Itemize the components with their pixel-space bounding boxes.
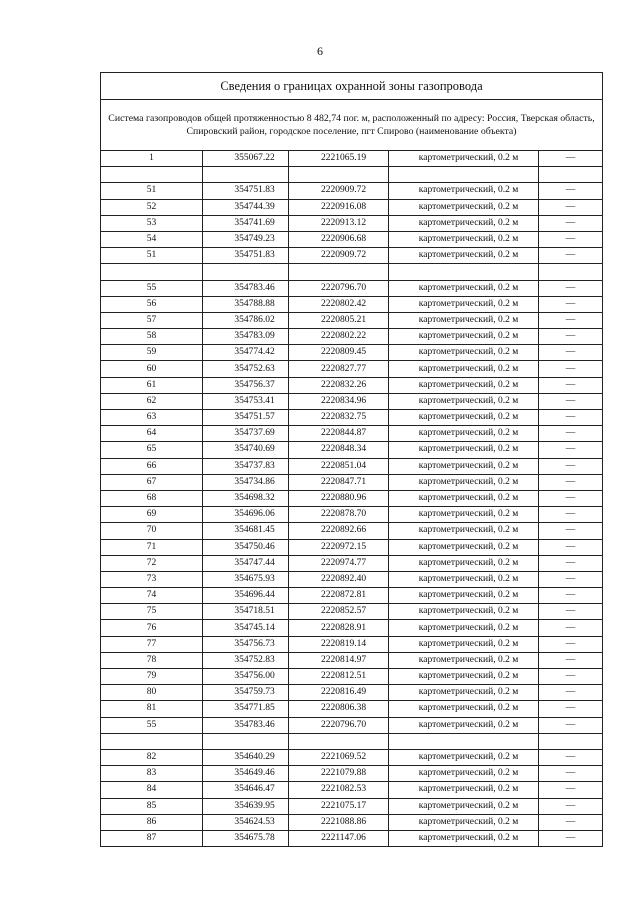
note-cell: —	[539, 183, 603, 199]
coordinate-y-cell: 2221065.19	[289, 151, 389, 167]
method-accuracy-cell: картометрический, 0.2 м	[389, 669, 539, 685]
method-accuracy-cell: картометрический, 0.2 м	[389, 312, 539, 328]
coordinate-y-cell: 2220806.38	[289, 701, 389, 717]
method-accuracy-cell: картометрический, 0.2 м	[389, 636, 539, 652]
table-row	[101, 345, 603, 361]
table-row	[101, 685, 603, 701]
method-accuracy-cell: картометрический, 0.2 м	[389, 782, 539, 798]
point-number-cell: 61	[101, 377, 203, 393]
note-cell: —	[539, 830, 603, 846]
table-row	[101, 458, 603, 474]
coordinate-x-cell: 354749.23	[203, 231, 289, 247]
coordinate-x-cell: 354774.42	[203, 345, 289, 361]
coordinate-x-cell: 354640.29	[203, 749, 289, 765]
point-number-cell: 70	[101, 523, 203, 539]
coordinate-y-cell	[289, 167, 389, 183]
method-accuracy-cell: картометрический, 0.2 м	[389, 458, 539, 474]
point-number-cell: 51	[101, 183, 203, 199]
note-cell: —	[539, 199, 603, 215]
note-cell: —	[539, 749, 603, 765]
method-accuracy-cell: картометрический, 0.2 м	[389, 652, 539, 668]
point-number-cell: 86	[101, 814, 203, 830]
note-cell: —	[539, 312, 603, 328]
table-row	[101, 199, 603, 215]
coordinate-x-cell: 354649.46	[203, 766, 289, 782]
table-row	[101, 798, 603, 814]
note-cell: —	[539, 571, 603, 587]
note-cell: —	[539, 296, 603, 312]
method-accuracy-cell: картометрический, 0.2 м	[389, 345, 539, 361]
coordinate-y-cell: 2221147.06	[289, 830, 389, 846]
coordinate-y-cell: 2220816.49	[289, 685, 389, 701]
note-cell: —	[539, 442, 603, 458]
coordinate-y-cell: 2220827.77	[289, 361, 389, 377]
table-row	[101, 312, 603, 328]
note-cell: —	[539, 814, 603, 830]
coordinate-x-cell: 354675.93	[203, 571, 289, 587]
method-accuracy-cell: картометрический, 0.2 м	[389, 151, 539, 167]
coordinate-y-cell: 2220796.70	[289, 280, 389, 296]
method-accuracy-cell: картометрический, 0.2 м	[389, 474, 539, 490]
method-accuracy-cell: картометрический, 0.2 м	[389, 555, 539, 571]
coordinate-y-cell: 2220832.26	[289, 377, 389, 393]
coordinate-x-cell: 354753.41	[203, 393, 289, 409]
note-cell: —	[539, 685, 603, 701]
table-row	[101, 701, 603, 717]
note-cell: —	[539, 377, 603, 393]
table-row	[101, 733, 603, 749]
point-number-cell: 79	[101, 669, 203, 685]
method-accuracy-cell: картометрический, 0.2 м	[389, 604, 539, 620]
method-accuracy-cell: картометрический, 0.2 м	[389, 571, 539, 587]
point-number-cell: 57	[101, 312, 203, 328]
table-row	[101, 426, 603, 442]
coordinate-y-cell: 2220809.45	[289, 345, 389, 361]
table-row	[101, 782, 603, 798]
table-row	[101, 280, 603, 296]
method-accuracy-cell: картометрический, 0.2 м	[389, 231, 539, 247]
boundary-coordinates-table	[100, 72, 603, 847]
table-row	[101, 167, 603, 183]
table-row	[101, 830, 603, 846]
coordinate-y-cell: 2220851.04	[289, 458, 389, 474]
note-cell: —	[539, 620, 603, 636]
note-cell: —	[539, 507, 603, 523]
method-accuracy-cell	[389, 264, 539, 280]
method-accuracy-cell: картометрический, 0.2 м	[389, 329, 539, 345]
note-cell: —	[539, 782, 603, 798]
coordinate-y-cell: 2220909.72	[289, 248, 389, 264]
method-accuracy-cell	[389, 733, 539, 749]
coordinate-x-cell: 354751.83	[203, 183, 289, 199]
coordinate-x-cell: 354741.69	[203, 215, 289, 231]
coordinate-y-cell: 2221075.17	[289, 798, 389, 814]
method-accuracy-cell: картометрический, 0.2 м	[389, 490, 539, 506]
table-row	[101, 636, 603, 652]
table-row	[101, 183, 603, 199]
object-description: Система газопроводов общей протяженностью 8 482,74 пог. м, расположенный по адресу: Россия, Тверская область, Спировский район, городское поселение, пгт Спирово (наименование объекта)	[101, 100, 603, 151]
note-cell: —	[539, 426, 603, 442]
coordinate-y-cell	[289, 264, 389, 280]
coordinate-y-cell: 2220844.87	[289, 426, 389, 442]
table-row	[101, 588, 603, 604]
coordinate-y-cell: 2220906.68	[289, 231, 389, 247]
coordinate-y-cell: 2220880.96	[289, 490, 389, 506]
method-accuracy-cell: картометрический, 0.2 м	[389, 215, 539, 231]
point-number-cell: 81	[101, 701, 203, 717]
method-accuracy-cell: картометрический, 0.2 м	[389, 377, 539, 393]
coordinate-x-cell: 354751.57	[203, 410, 289, 426]
method-accuracy-cell: картометрический, 0.2 м	[389, 685, 539, 701]
coordinate-x-cell: 354751.83	[203, 248, 289, 264]
table-row	[101, 490, 603, 506]
note-cell: —	[539, 458, 603, 474]
table-row	[101, 620, 603, 636]
coordinate-x-cell: 354756.73	[203, 636, 289, 652]
coordinate-y-cell: 2220834.96	[289, 393, 389, 409]
note-cell: —	[539, 474, 603, 490]
table-row	[101, 474, 603, 490]
note-cell: —	[539, 539, 603, 555]
point-number-cell: 62	[101, 393, 203, 409]
point-number-cell	[101, 167, 203, 183]
coordinate-y-cell: 2220974.77	[289, 555, 389, 571]
point-number-cell	[101, 733, 203, 749]
coordinate-x-cell: 355067.22	[203, 151, 289, 167]
point-number-cell: 68	[101, 490, 203, 506]
point-number-cell: 58	[101, 329, 203, 345]
point-number-cell: 1	[101, 151, 203, 167]
point-number-cell: 52	[101, 199, 203, 215]
note-cell	[539, 264, 603, 280]
note-cell: —	[539, 717, 603, 733]
coordinate-x-cell: 354718.51	[203, 604, 289, 620]
method-accuracy-cell: картометрический, 0.2 м	[389, 393, 539, 409]
coordinate-x-cell: 354734.86	[203, 474, 289, 490]
table-row	[101, 749, 603, 765]
note-cell: —	[539, 215, 603, 231]
coordinate-x-cell: 354698.32	[203, 490, 289, 506]
coordinate-y-cell: 2220847.71	[289, 474, 389, 490]
coordinate-y-cell: 2220872.81	[289, 588, 389, 604]
note-cell: —	[539, 555, 603, 571]
coordinate-x-cell: 354788.88	[203, 296, 289, 312]
table-row	[101, 604, 603, 620]
method-accuracy-cell: картометрический, 0.2 м	[389, 361, 539, 377]
method-accuracy-cell: картометрический, 0.2 м	[389, 766, 539, 782]
coordinate-x-cell: 354771.85	[203, 701, 289, 717]
coordinate-x-cell: 354639.95	[203, 798, 289, 814]
coordinate-x-cell: 354756.37	[203, 377, 289, 393]
coordinate-y-cell: 2221088.86	[289, 814, 389, 830]
table-row	[101, 555, 603, 571]
note-cell: —	[539, 231, 603, 247]
coordinate-y-cell: 2220878.70	[289, 507, 389, 523]
note-cell: —	[539, 151, 603, 167]
note-cell	[539, 167, 603, 183]
table-row	[101, 814, 603, 830]
table-row	[101, 442, 603, 458]
point-number-cell: 78	[101, 652, 203, 668]
coordinate-y-cell: 2220796.70	[289, 717, 389, 733]
point-number-cell: 75	[101, 604, 203, 620]
coordinate-x-cell: 354696.06	[203, 507, 289, 523]
note-cell: —	[539, 248, 603, 264]
note-cell: —	[539, 588, 603, 604]
coordinate-y-cell: 2220972.15	[289, 539, 389, 555]
coordinate-y-cell: 2220848.34	[289, 442, 389, 458]
method-accuracy-cell	[389, 167, 539, 183]
coordinate-y-cell: 2220892.66	[289, 523, 389, 539]
coordinate-y-cell: 2220819.14	[289, 636, 389, 652]
note-cell: —	[539, 652, 603, 668]
method-accuracy-cell: картометрический, 0.2 м	[389, 814, 539, 830]
point-number-cell: 55	[101, 717, 203, 733]
method-accuracy-cell: картометрический, 0.2 м	[389, 539, 539, 555]
method-accuracy-cell: картометрический, 0.2 м	[389, 426, 539, 442]
method-accuracy-cell: картометрический, 0.2 м	[389, 717, 539, 733]
table-row	[101, 264, 603, 280]
table-row	[101, 248, 603, 264]
point-number-cell: 67	[101, 474, 203, 490]
table-row	[101, 215, 603, 231]
point-number-cell	[101, 264, 203, 280]
coordinate-x-cell: 354745.14	[203, 620, 289, 636]
method-accuracy-cell: картометрический, 0.2 м	[389, 442, 539, 458]
note-cell: —	[539, 701, 603, 717]
coordinate-x-cell: 354737.69	[203, 426, 289, 442]
coordinate-y-cell: 2220892.40	[289, 571, 389, 587]
coordinate-x-cell: 354681.45	[203, 523, 289, 539]
coordinate-x-cell: 354624.53	[203, 814, 289, 830]
coordinate-x-cell: 354675.78	[203, 830, 289, 846]
point-number-cell: 73	[101, 571, 203, 587]
method-accuracy-cell: картометрический, 0.2 м	[389, 248, 539, 264]
method-accuracy-cell: картометрический, 0.2 м	[389, 588, 539, 604]
table-row	[101, 507, 603, 523]
point-number-cell: 84	[101, 782, 203, 798]
note-cell: —	[539, 280, 603, 296]
coordinate-y-cell: 2220812.51	[289, 669, 389, 685]
coordinate-x-cell: 354740.69	[203, 442, 289, 458]
point-number-cell: 56	[101, 296, 203, 312]
coordinate-y-cell: 2220805.21	[289, 312, 389, 328]
coordinate-y-cell: 2221079.88	[289, 766, 389, 782]
table-description-row	[101, 100, 603, 151]
coordinate-x-cell: 354783.46	[203, 717, 289, 733]
point-number-cell: 82	[101, 749, 203, 765]
point-number-cell: 53	[101, 215, 203, 231]
method-accuracy-cell: картометрический, 0.2 м	[389, 830, 539, 846]
table-row	[101, 571, 603, 587]
point-number-cell: 59	[101, 345, 203, 361]
point-number-cell: 71	[101, 539, 203, 555]
method-accuracy-cell: картометрический, 0.2 м	[389, 523, 539, 539]
point-number-cell: 64	[101, 426, 203, 442]
note-cell: —	[539, 766, 603, 782]
table-row	[101, 231, 603, 247]
table-title-row	[101, 73, 603, 100]
method-accuracy-cell: картометрический, 0.2 м	[389, 410, 539, 426]
table-row	[101, 329, 603, 345]
point-number-cell: 51	[101, 248, 203, 264]
point-number-cell: 74	[101, 588, 203, 604]
coordinate-x-cell: 354783.09	[203, 329, 289, 345]
table-row	[101, 717, 603, 733]
coordinate-y-cell: 2220802.42	[289, 296, 389, 312]
note-cell: —	[539, 410, 603, 426]
point-number-cell: 87	[101, 830, 203, 846]
coordinate-x-cell: 354747.44	[203, 555, 289, 571]
table-row	[101, 151, 603, 167]
point-number-cell: 85	[101, 798, 203, 814]
coordinate-x-cell: 354759.73	[203, 685, 289, 701]
point-number-cell: 69	[101, 507, 203, 523]
point-number-cell: 65	[101, 442, 203, 458]
coordinate-y-cell	[289, 733, 389, 749]
table-row	[101, 669, 603, 685]
coordinate-y-cell: 2220802.22	[289, 329, 389, 345]
note-cell: —	[539, 604, 603, 620]
method-accuracy-cell: картометрический, 0.2 м	[389, 798, 539, 814]
coordinate-x-cell	[203, 167, 289, 183]
coordinate-y-cell: 2220814.97	[289, 652, 389, 668]
table-row	[101, 296, 603, 312]
table-row	[101, 410, 603, 426]
coordinate-x-cell: 354786.02	[203, 312, 289, 328]
point-number-cell: 83	[101, 766, 203, 782]
point-number-cell: 66	[101, 458, 203, 474]
coordinate-x-cell: 354756.00	[203, 669, 289, 685]
method-accuracy-cell: картометрический, 0.2 м	[389, 296, 539, 312]
coordinate-y-cell: 2221069.52	[289, 749, 389, 765]
note-cell: —	[539, 393, 603, 409]
table-row	[101, 652, 603, 668]
point-number-cell: 54	[101, 231, 203, 247]
point-number-cell: 72	[101, 555, 203, 571]
coordinate-x-cell	[203, 733, 289, 749]
point-number-cell: 60	[101, 361, 203, 377]
point-number-cell: 77	[101, 636, 203, 652]
page-number: 6	[317, 44, 323, 58]
coordinate-y-cell: 2220828.91	[289, 620, 389, 636]
table-row	[101, 393, 603, 409]
note-cell: —	[539, 636, 603, 652]
point-number-cell: 55	[101, 280, 203, 296]
coordinate-y-cell: 2221082.53	[289, 782, 389, 798]
point-number-cell: 80	[101, 685, 203, 701]
coordinate-x-cell: 354750.46	[203, 539, 289, 555]
coordinate-y-cell: 2220852.57	[289, 604, 389, 620]
note-cell: —	[539, 329, 603, 345]
method-accuracy-cell: картометрический, 0.2 м	[389, 199, 539, 215]
point-number-cell: 63	[101, 410, 203, 426]
method-accuracy-cell: картометрический, 0.2 м	[389, 749, 539, 765]
table-row	[101, 361, 603, 377]
coordinate-x-cell: 354752.63	[203, 361, 289, 377]
coordinate-y-cell: 2220909.72	[289, 183, 389, 199]
coordinate-x-cell: 354752.83	[203, 652, 289, 668]
table-row	[101, 523, 603, 539]
coordinate-x-cell: 354744.39	[203, 199, 289, 215]
note-cell: —	[539, 669, 603, 685]
coordinate-y-cell: 2220913.12	[289, 215, 389, 231]
point-number-cell: 76	[101, 620, 203, 636]
table-row	[101, 377, 603, 393]
note-cell: —	[539, 361, 603, 377]
coordinate-x-cell: 354646.47	[203, 782, 289, 798]
coordinate-x-cell: 354696.44	[203, 588, 289, 604]
table-row	[101, 766, 603, 782]
method-accuracy-cell: картометрический, 0.2 м	[389, 620, 539, 636]
note-cell	[539, 733, 603, 749]
method-accuracy-cell: картометрический, 0.2 м	[389, 280, 539, 296]
note-cell: —	[539, 490, 603, 506]
coordinate-x-cell: 354737.83	[203, 458, 289, 474]
note-cell: —	[539, 523, 603, 539]
note-cell: —	[539, 345, 603, 361]
coordinate-x-cell: 354783.46	[203, 280, 289, 296]
method-accuracy-cell: картометрический, 0.2 м	[389, 507, 539, 523]
coordinate-x-cell	[203, 264, 289, 280]
method-accuracy-cell: картометрический, 0.2 м	[389, 701, 539, 717]
table-title: Сведения о границах охранной зоны газопровода	[101, 73, 603, 100]
table-row	[101, 539, 603, 555]
coordinate-y-cell: 2220832.75	[289, 410, 389, 426]
note-cell: —	[539, 798, 603, 814]
coordinate-y-cell: 2220916.08	[289, 199, 389, 215]
method-accuracy-cell: картометрический, 0.2 м	[389, 183, 539, 199]
